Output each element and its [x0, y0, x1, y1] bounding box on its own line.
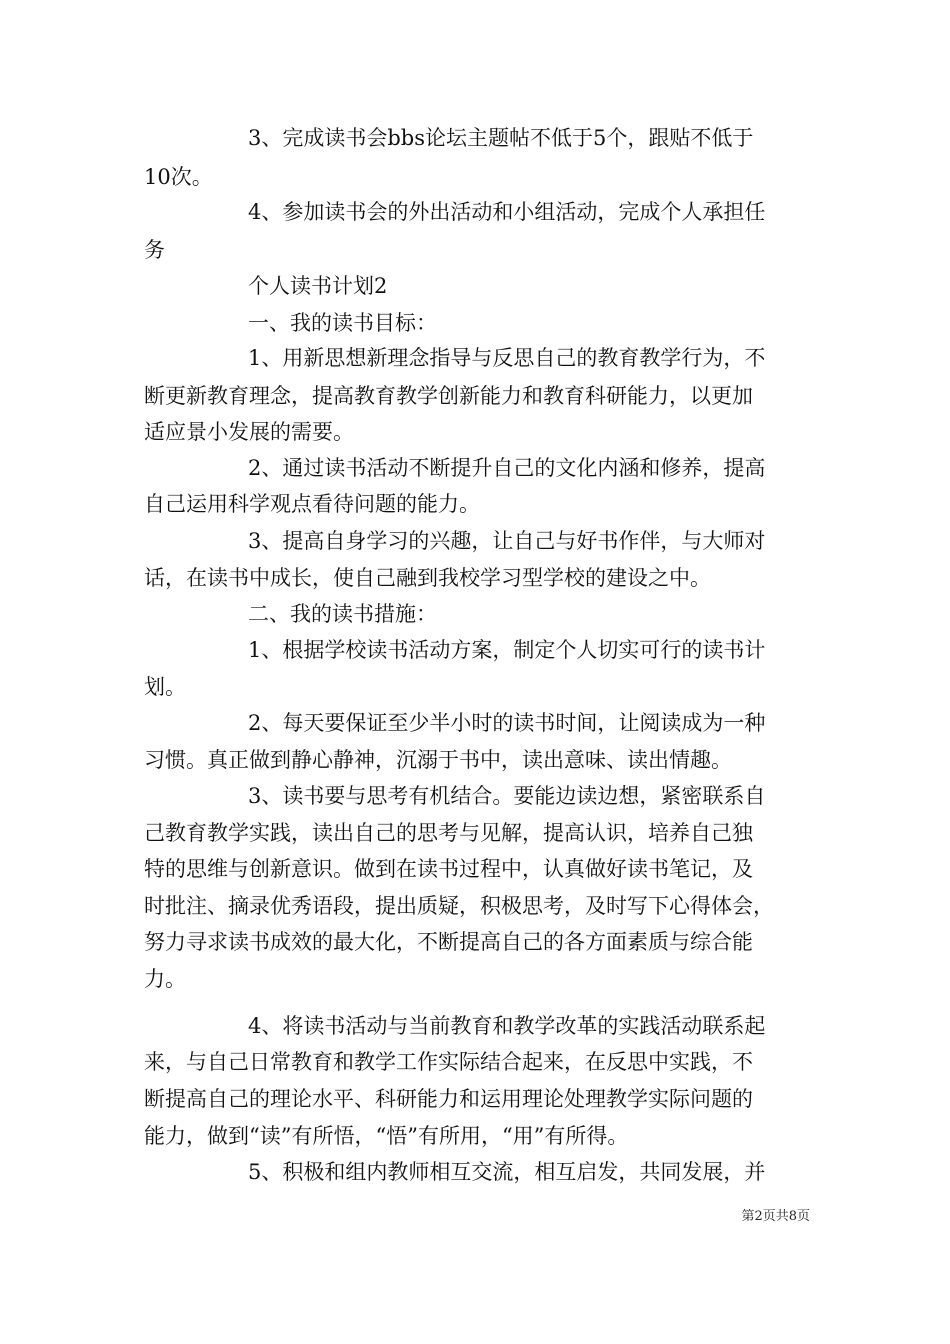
page-number: 第2页共8页 [741, 1209, 810, 1224]
text-line: 时批注、摘录优秀语段，提出质疑，积极思考，及时写下心得体会， [144, 894, 774, 918]
text-line: 划。 [144, 675, 186, 699]
text-line: 特的思维与创新意识。做到在读书过程中，认真做好读书笔记，及 [144, 857, 753, 881]
text-line: 断提高自己的理论水平、科研能力和运用理论处理教学实际问题的 [144, 1087, 753, 1111]
text-line: 己教育教学实践，读出自己的思考与见解，提高认识，培养自己独 [144, 821, 753, 845]
text-line: 3、读书要与思考有机结合。要能边读边想，紧密联系自 [248, 784, 766, 808]
text-line: 能力，做到“读”有所悟，“悟”有所用，“用”有所得。 [144, 1124, 629, 1148]
section-heading: 二、我的读书措施： [248, 602, 437, 626]
text-line: 1、根据学校读书活动方案，制定个人切实可行的读书计 [248, 638, 766, 662]
section-title: 个人读书计划2 [248, 274, 388, 298]
text-line: 5、积极和组内教师相互交流，相互启发，共同发展，并 [248, 1160, 766, 1184]
section-heading: 一、我的读书目标： [248, 311, 437, 335]
text-line: 2、每天要保证至少半小时的读书时间，让阅读成为一种 [248, 711, 766, 735]
text-line: 适应景小发展的需要。 [144, 420, 354, 444]
text-line: 2、通过读书活动不断提升自己的文化内涵和修养，提高 [248, 456, 766, 480]
text-line: 务 [144, 238, 165, 262]
text-line: 4、参加读书会的外出活动和小组活动，完成个人承担任 [248, 200, 766, 224]
text-line: 努力寻求读书成效的最大化，不断提高自己的各方面素质与综合能 [144, 930, 753, 954]
text-line: 自己运用科学观点看待问题的能力。 [144, 492, 480, 516]
text-line: 3、完成读书会bbs论坛主题帖不低于5个，跟贴不低于 [248, 126, 754, 150]
text-line: 3、提高自身学习的兴趣，让自己与好书作伴，与大师对 [248, 529, 766, 553]
text-line: 话，在读书中成长，使自己融到我校学习型学校的建设之中。 [144, 566, 711, 590]
text-line: 断更新教育理念，提高教育教学创新能力和教育科研能力，以更加 [144, 384, 753, 408]
text-line: 10次。 [144, 165, 213, 189]
text-line: 4、将读书活动与当前教育和教学改革的实践活动联系起 [248, 1014, 766, 1038]
text-line: 1、用新思想新理念指导与反思自己的教育教学行为，不 [248, 346, 766, 370]
text-line: 习惯。真正做到静心静神，沉溺于书中，读出意味、读出情趣。 [144, 748, 732, 772]
text-line: 来，与自己日常教育和教学工作实际结合起来，在反思中实践，不 [144, 1050, 753, 1074]
text-line: 力。 [144, 967, 186, 991]
